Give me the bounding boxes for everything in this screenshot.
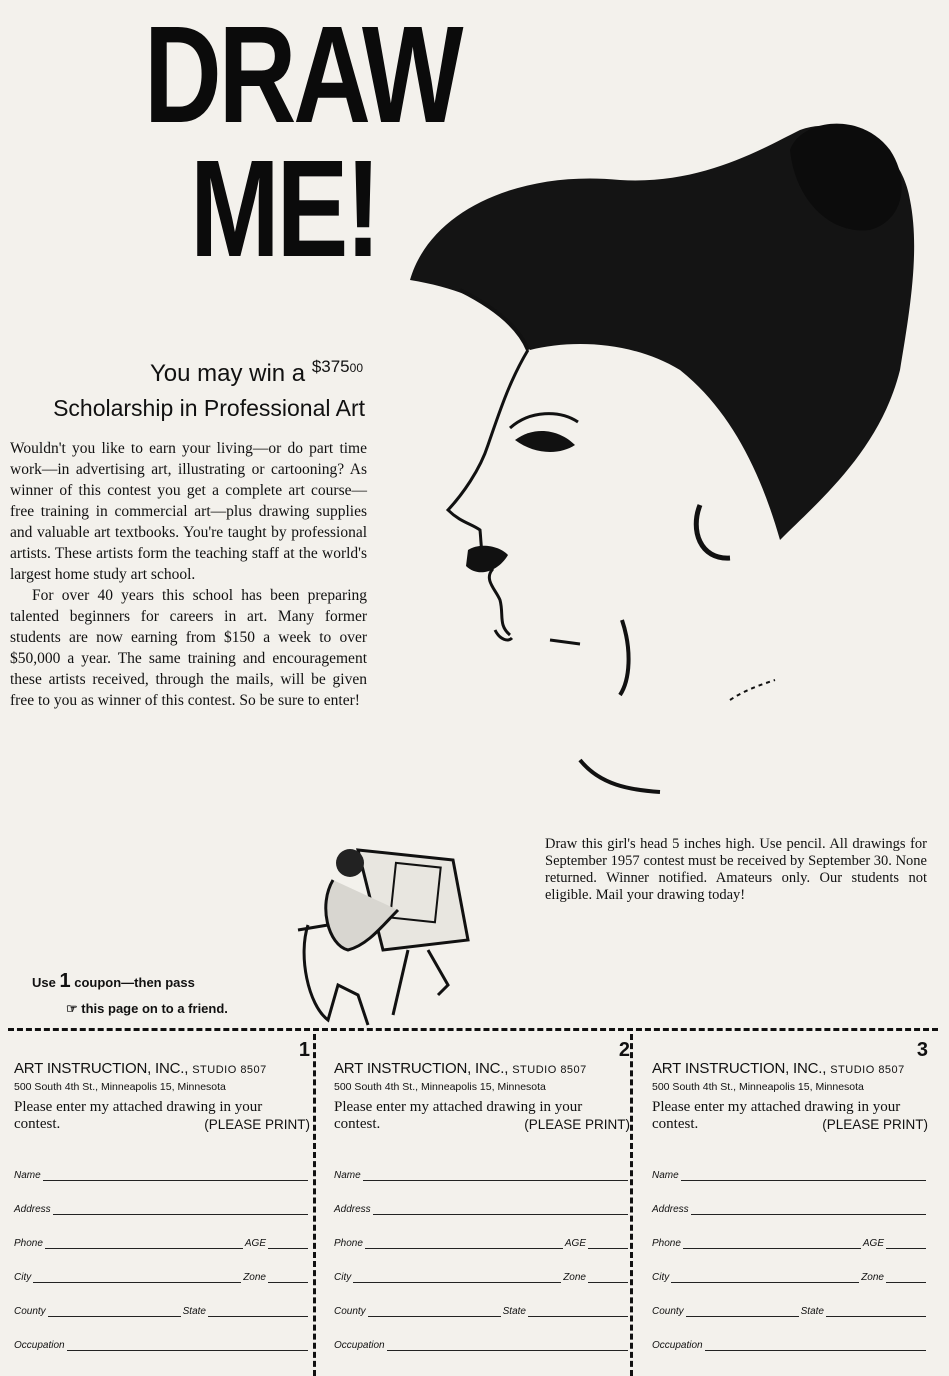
name-field[interactable] — [334, 1147, 630, 1181]
occupation-label: Occupation — [334, 1340, 385, 1351]
coupon-address: 500 South 4th St., Minneapolis 15, Minnesota — [652, 1081, 864, 1093]
studio: STUDIO 8507 — [830, 1064, 905, 1076]
county-label: County — [14, 1306, 46, 1317]
phone-age-field[interactable] — [14, 1215, 310, 1249]
state-label: State — [800, 1306, 824, 1317]
please-print: (PLEASE PRINT) — [524, 1117, 630, 1132]
address-field[interactable] — [14, 1181, 310, 1215]
coupon-company — [334, 1060, 630, 1079]
pass-note-line1: coupon—then pass — [74, 975, 195, 990]
state-label: State — [182, 1306, 206, 1317]
age-label: AGE — [244, 1238, 266, 1249]
county-state-field[interactable] — [334, 1283, 630, 1317]
state-label: State — [502, 1306, 526, 1317]
phone-age-field[interactable] — [334, 1215, 630, 1249]
coupon-address: 500 South 4th St., Minneapolis 15, Minnesota — [334, 1081, 546, 1093]
earring — [696, 505, 730, 558]
pointing-hand-icon: ☞ — [66, 1001, 78, 1016]
please-print: (PLEASE PRINT) — [822, 1117, 928, 1132]
coupon-cut-line — [8, 1028, 938, 1031]
headline-line2: ME! — [190, 132, 378, 286]
phone-age-field[interactable] — [652, 1215, 928, 1249]
coupon-instruction — [14, 1099, 310, 1133]
neck-line — [620, 620, 629, 695]
zone-label: Zone — [861, 1272, 884, 1283]
coupon-divider-2 — [630, 1034, 633, 1376]
address-field[interactable] — [652, 1181, 928, 1215]
name-label: Name — [334, 1170, 361, 1181]
address-label: Address — [652, 1204, 689, 1215]
pass-note-use: Use — [32, 975, 56, 990]
occupation-field[interactable] — [14, 1317, 310, 1351]
instruction-text: Please enter my attached drawing in your contest. — [652, 1099, 901, 1132]
pass-note — [32, 968, 292, 1022]
occupation-label: Occupation — [14, 1340, 65, 1351]
girl-head-sketch — [400, 110, 945, 830]
coupon-2 — [334, 1040, 630, 1351]
coupon-number: 3 — [916, 1039, 928, 1061]
zone-label: Zone — [243, 1272, 266, 1283]
studio: STUDIO 8507 — [192, 1064, 267, 1076]
company-name: ART INSTRUCTION, INC., — [334, 1060, 509, 1077]
county-label: County — [652, 1306, 684, 1317]
lips — [466, 546, 508, 573]
city-label: City — [652, 1272, 670, 1283]
city-zone-field[interactable] — [334, 1249, 630, 1283]
coupon-3 — [652, 1040, 928, 1351]
name-label: Name — [652, 1170, 679, 1181]
instruction-text: Please enter my attached drawing in your contest. — [334, 1099, 583, 1132]
coupon-number: 1 — [298, 1039, 310, 1061]
name-field[interactable] — [14, 1147, 310, 1181]
city-label: City — [14, 1272, 32, 1283]
zone-label: Zone — [563, 1272, 586, 1283]
phone-label: Phone — [652, 1238, 681, 1249]
phone-label: Phone — [334, 1238, 363, 1249]
name-field[interactable] — [652, 1147, 928, 1181]
occupation-field[interactable] — [334, 1317, 630, 1351]
occupation-label: Occupation — [652, 1340, 703, 1351]
eye — [515, 431, 575, 452]
address-label: Address — [334, 1204, 371, 1215]
headline — [144, 0, 461, 286]
instruction-text: Please enter my attached drawing in your contest. — [14, 1099, 263, 1132]
body-paragraph-1: Wouldn't you like to earn your living—or do part time work—in advertising art, illustrating or cartooning? As winner of this contest you get a complete art course—free training in commercial art—plus drawing supplies and valuable art textbooks. You're taught by professional artists. These artists form the teaching staff at the world's largest home study art school. — [10, 440, 367, 583]
address-field[interactable] — [334, 1181, 630, 1215]
coupon-1 — [14, 1040, 310, 1351]
face-profile — [448, 350, 528, 635]
coupon-instruction — [652, 1099, 928, 1133]
contest-rules: Draw this girl's head 5 inches high. Use pencil. All drawings for September 1957 contest must be received by September 30. None returned. Winner notified. Amateurs only. Our students not eligible. Mail your drawing today! — [545, 836, 927, 903]
company-name: ART INSTRUCTION, INC., — [14, 1060, 189, 1077]
coupon-company — [652, 1060, 928, 1079]
age-label: AGE — [564, 1238, 586, 1249]
artist-at-drafting-table-illustration — [288, 835, 473, 1035]
city-zone-field[interactable] — [652, 1249, 928, 1283]
phone-label: Phone — [14, 1238, 43, 1249]
prize-cents: 00 — [349, 361, 363, 375]
city-label: City — [334, 1272, 352, 1283]
coupon-divider-1 — [313, 1034, 316, 1376]
county-state-field[interactable] — [14, 1283, 310, 1317]
company-name: ART INSTRUCTION, INC., — [652, 1060, 827, 1077]
prize-line1 — [108, 352, 363, 389]
occupation-field[interactable] — [652, 1317, 928, 1351]
name-label: Name — [14, 1170, 41, 1181]
coupon-number: 2 — [618, 1039, 630, 1061]
county-label: County — [334, 1306, 366, 1317]
age-label: AGE — [862, 1238, 884, 1249]
prize-prefix: You may win a — [149, 360, 312, 387]
county-state-field[interactable] — [652, 1283, 928, 1317]
pass-note-line2: this page on to a friend. — [81, 1001, 228, 1016]
body-paragraph-2: For over 40 years this school has been preparing talented beginners for careers in art. Many former students are now earning from $150 a week to over $50,000 a year. The same training and encouragement these artists received, through the mails, will be given free to you as winner of this contest. So be sure to enter! — [10, 587, 367, 709]
prize-line2: Scholarship in Professional Art — [53, 395, 365, 421]
pass-note-one: 1 — [59, 970, 71, 992]
prize-amount: $375 — [311, 357, 350, 376]
headline-line1: DRAW — [144, 0, 461, 152]
coupon-instruction — [334, 1099, 630, 1133]
coupon-company — [14, 1060, 310, 1079]
body-copy — [10, 438, 367, 711]
studio: STUDIO 8507 — [512, 1064, 587, 1076]
address-label: Address — [14, 1204, 51, 1215]
please-print: (PLEASE PRINT) — [204, 1117, 310, 1132]
city-zone-field[interactable] — [14, 1249, 310, 1283]
coupon-address: 500 South 4th St., Minneapolis 15, Minnesota — [14, 1081, 226, 1093]
